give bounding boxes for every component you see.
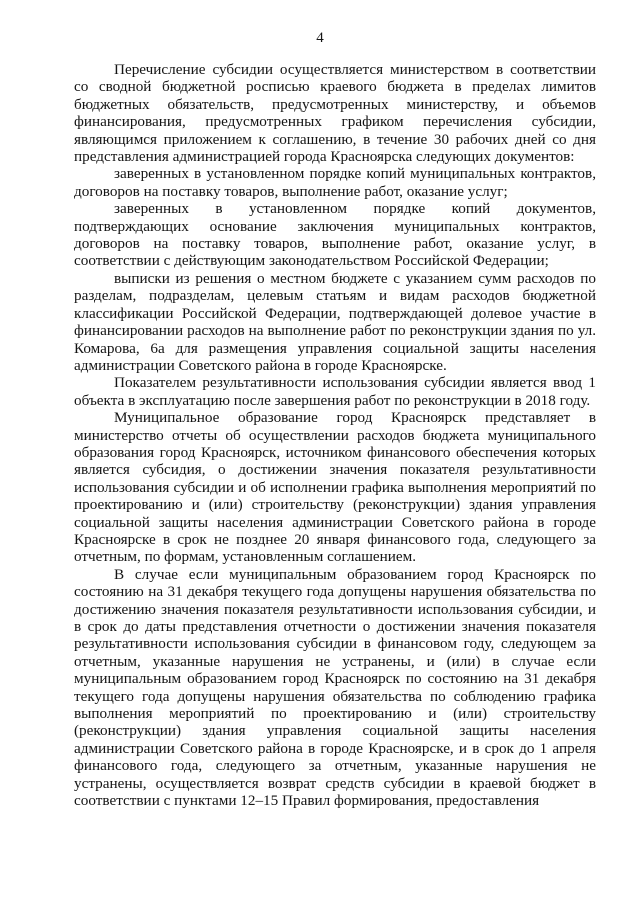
paragraph-violations-refund: В случае если муниципальным образованием город Красноярск по состоянию на 31 декабря текущего года допущены нарушения обязательства по достижению значения показателя результативности использования субсидии, и в срок до даты представления отчетности о достижении значения показателя результативности использования субсидии в финансовом году, следующем за отчетным, указанные нарушения не устранены, и (или) в случае если муниципальным образованием город Красноярск по состоянию на 31 декабря текущего года допущены нарушения обязательства по соблюдению графика выполнения мероприятий по проектированию и (или) строительству (реконструкции) здания управления социальной защиты населения администрации Советского района в городе Красноярске, и в срок до 1 апреля финансового года, следующего за отчетным, указанные нарушения не устранены, осуществляется возврат средств субсидии в краевой бюджет в соответствии с пунктами 12–15 Правил формирования, предоставления xyxy=(74,565,596,810)
paragraph-subsidy-transfer: Перечисление субсидии осуществляется министерством в соответствии со сводной бюджетной росписью краевого бюджета в пределах лимитов бюджетных обязательств, предусмотренных министерству, и объемов финансирования, предусмотренных графиком перечисления субсидии, являющимся приложением к соглашению, в течение 30 рабочих дней со дня представления администрацией города Красноярска следующих документов: xyxy=(74,61,596,166)
paragraph-contract-copies: заверенных в установленном порядке копий муниципальных контрактов, договоров на поставку товаров, выполнение работ, оказание услуг; xyxy=(74,165,596,200)
paragraph-basis-documents: заверенных в установленном порядке копий документов, подтверждающих основание заключения муниципальных контрактов, договоров на поставку товаров, выполнение работ, оказание услуг, в соответствии с действующим законодательством Российской Федерации; xyxy=(74,200,596,270)
paragraph-performance-indicator: Показателем результативности использования субсидии является ввод 1 объекта в эксплуатацию после завершения работ по реконструкции в 2018 году. xyxy=(74,374,596,409)
paragraph-reporting: Муниципальное образование город Красноярск представляет в министерство отчеты об осуществлении расходов бюджета муниципального образования город Красноярск, источником финансового обеспечения которых является субсидия, о достижении значения показателя результативности использования субсидии и об исполнении графика выполнения мероприятий по проектированию и (или) строительству (реконструкции) здания управления социальной защиты населения администрации Советского района в городе Красноярске в срок не позднее 20 января финансового года, следующего за отчетным, по формам, установленным соглашением. xyxy=(74,409,596,566)
paragraph-budget-extract: выписки из решения о местном бюджете с указанием сумм расходов по разделам, подразделам, целевым статьям и видам расходов бюджетной классификации Российской Федерации, подтверждающей долевое участие в финансировании расходов на выполнение работ по реконструкции здания по ул. Комарова, 6а для размещения управления социальной защиты населения администрации Советского района в городе Красноярске. xyxy=(74,269,596,374)
page-number: 4 xyxy=(316,30,324,46)
document-body xyxy=(74,61,596,809)
